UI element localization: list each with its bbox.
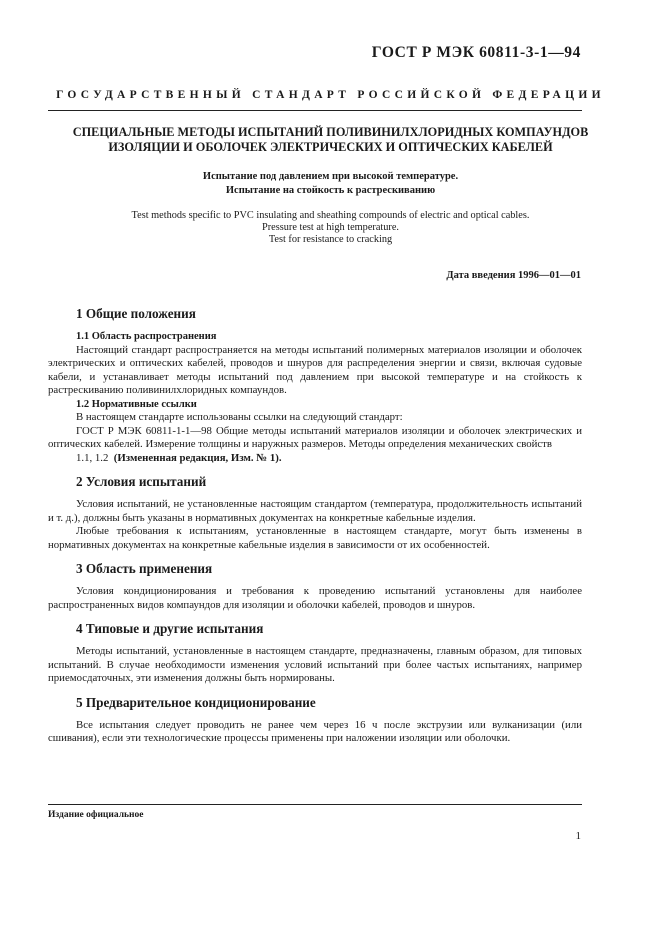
section-2-heading: 2 Условия испытаний bbox=[76, 474, 207, 489]
english-title-line-1: Test methods specific to PVC insulating and sheathing compounds of electric and optical cables. bbox=[131, 210, 530, 221]
amendment-label: (Измененная редакция, Изм. № 1). bbox=[113, 451, 282, 464]
english-title bbox=[0, 210, 661, 246]
english-title-line-2: Pressure test at high temperature. bbox=[262, 222, 399, 233]
document-body bbox=[48, 306, 582, 746]
amendment-clauses: 1.1, 1.2 bbox=[76, 451, 109, 464]
paragraph: Условия кондиционирования и требования к проведению испытаний установлены для наиболее распространенных видов компаундов для изоляции и оболочки кабелей, проводов и шнуров. bbox=[48, 585, 582, 611]
paragraph: Условия испытаний, не установленные настоящим стандартом (температура, продолжительность испытаний и т. д.), должны быть указаны в нормативных документах на конкретные кабельные изделия. bbox=[48, 498, 582, 524]
section-1-heading: 1 Общие положения bbox=[76, 306, 196, 321]
paragraph: Все испытания следует проводить не ранее чем через 16 ч после экструзии или вулканизации (или сшивания), если эти технологические процессы применены при наложении изоляции или оболочки. bbox=[48, 718, 582, 744]
section-5-heading: 5 Предварительное кондиционирование bbox=[76, 694, 316, 710]
subsection-1-2-heading: 1.2 Нормативные ссылки bbox=[76, 398, 197, 410]
paragraph: Настоящий стандарт распространяется на методы испытаний полимерных материалов изоляции и оболочек электрических и оптических кабелей, проводов и шнуров для распределения энергии и связи, включая судовые кабели, и устанавливает методы испытаний под давлением при высокой температуре и на стойкость к растрескиванию поливинилхлоридных компаундов. bbox=[48, 343, 582, 396]
english-title-line-3: Test for resistance to cracking bbox=[268, 234, 393, 245]
amendment-note bbox=[48, 452, 582, 466]
introduction-date: Дата введения 1996—01—01 bbox=[446, 270, 581, 281]
title-line-2: ИЗОЛЯЦИИ И ОБОЛОЧЕК ЭЛЕКТРИЧЕСКИХ И ОПТИЧЕСКИХ КАБЕЛЕЙ bbox=[108, 140, 553, 154]
document-code: ГОСТ Р МЭК 60811-3-1—94 bbox=[371, 44, 581, 61]
footer-divider bbox=[48, 804, 582, 805]
subsection-1-1-heading: 1.1 Область распространения bbox=[76, 331, 217, 342]
page-number: 1 bbox=[575, 830, 581, 842]
paragraph: Методы испытаний, установленные в настоящем стандарте, предназначены, главным образом, для типовых испытаний. В случае необходимости изменения условий испытаний при более частых испытаниях, например приемосдаточных, эти изменения должны быть нормированы. bbox=[48, 645, 582, 684]
edition-label: Издание официальное bbox=[48, 810, 144, 820]
subtitle-line-1: Испытание под давлением при высокой температуре. bbox=[202, 171, 459, 182]
paragraph: ГОСТ Р МЭК 60811-1-1—98 Общие методы испытаний материалов изоляции и оболочек электрических и оптических кабелей. Измерение толщины и наружных размеров. Методы определения механических свойств bbox=[48, 424, 582, 450]
paragraph: В настоящем стандарте использованы ссылки на следующий стандарт: bbox=[76, 411, 403, 423]
section-3-heading: 3 Область применения bbox=[76, 561, 213, 576]
document-subtitle bbox=[0, 170, 661, 198]
section-4-heading: 4 Типовые и другие испытания bbox=[76, 621, 264, 636]
document-title bbox=[0, 125, 661, 155]
state-standard-title: ГОСУДАРСТВЕННЫЙ СТАНДАРТ РОССИЙСКОЙ ФЕДЕРАЦИИ bbox=[56, 89, 605, 101]
paragraph: Любые требования к испытаниям, установленные в настоящем стандарте, могут быть изменены в нормативных документах на конкретные кабельные изделия в зависимости от их особенностей. bbox=[48, 525, 582, 551]
subtitle-line-2: Испытание на стойкость к растрескиванию bbox=[225, 185, 436, 196]
title-line-1: СПЕЦИАЛЬНЫЕ МЕТОДЫ ИСПЫТАНИЙ ПОЛИВИНИЛХЛОРИДНЫХ КОМПАУНДОВ bbox=[72, 125, 589, 139]
header-divider bbox=[48, 110, 582, 111]
